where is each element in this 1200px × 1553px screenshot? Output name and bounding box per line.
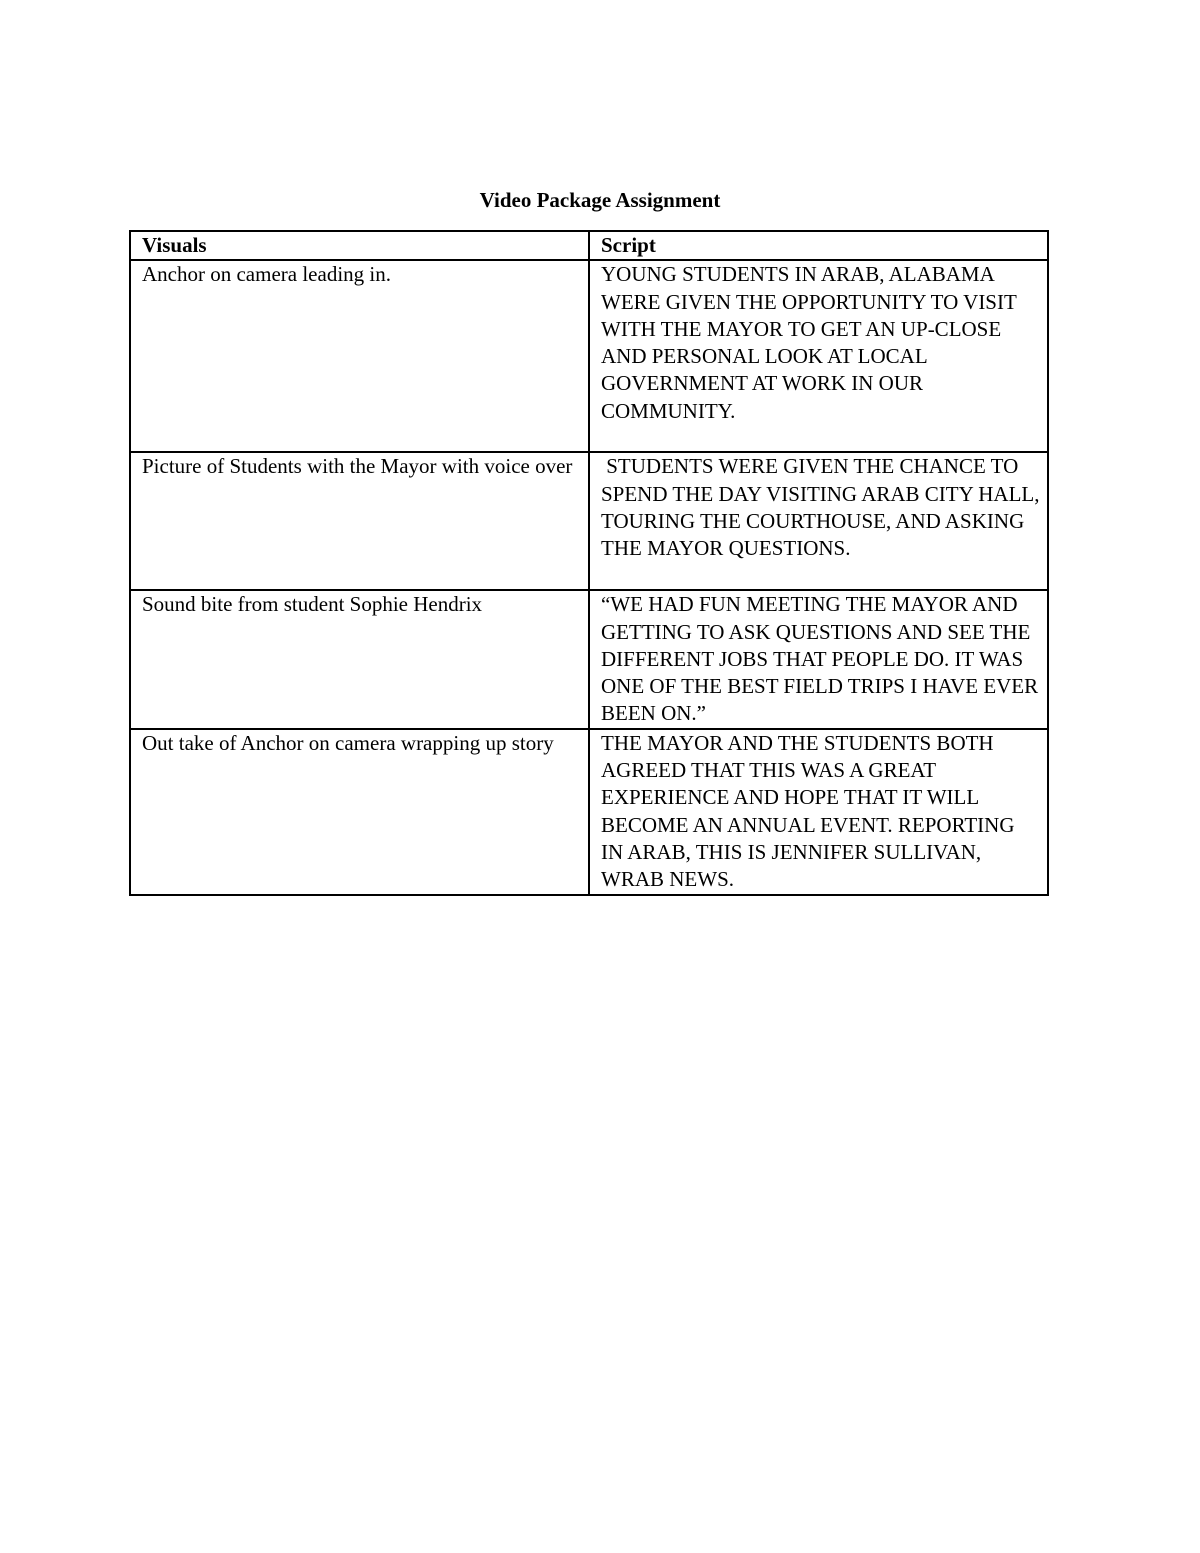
- page-title: Video Package Assignment: [479, 188, 721, 212]
- table-row: [130, 452, 1048, 590]
- table-header-row: [130, 231, 1048, 260]
- table-row: [130, 590, 1048, 728]
- visuals-cell: Picture of Students with the Mayor with voice over: [130, 452, 589, 590]
- table-row: [130, 729, 1048, 895]
- visuals-cell: Anchor on camera leading in.: [130, 260, 589, 452]
- header-visuals: Visuals: [130, 231, 589, 260]
- script-cell: THE MAYOR AND THE STUDENTS BOTH AGREED THAT THIS WAS A GREAT EXPERIENCE AND HOPE THAT IT WILL BECOME AN ANNUAL EVENT. REPORTING IN ARAB, THIS IS JENNIFER SULLIVAN, WRAB NEWS.: [589, 729, 1048, 895]
- script-cell: STUDENTS WERE GIVEN THE CHANCE TO SPEND THE DAY VISITING ARAB CITY HALL, TOURING THE COURTHOUSE, AND ASKING THE MAYOR QUESTIONS.: [589, 452, 1048, 590]
- script-cell: “WE HAD FUN MEETING THE MAYOR AND GETTING TO ASK QUESTIONS AND SEE THE DIFFERENT JOBS THAT PEOPLE DO. IT WAS ONE OF THE BEST FIELD TRIPS I HAVE EVER BEEN ON.”: [589, 590, 1048, 728]
- visuals-cell: Sound bite from student Sophie Hendrix: [130, 590, 589, 728]
- video-package-table: [129, 230, 1049, 896]
- visuals-cell: Out take of Anchor on camera wrapping up story: [130, 729, 589, 895]
- header-script: Script: [589, 231, 1048, 260]
- script-cell: YOUNG STUDENTS IN ARAB, ALABAMA WERE GIVEN THE OPPORTUNITY TO VISIT WITH THE MAYOR TO GET AN UP-CLOSE AND PERSONAL LOOK AT LOCAL GOVERNMENT AT WORK IN OUR COMMUNITY.: [589, 260, 1048, 452]
- table-row: [130, 260, 1048, 452]
